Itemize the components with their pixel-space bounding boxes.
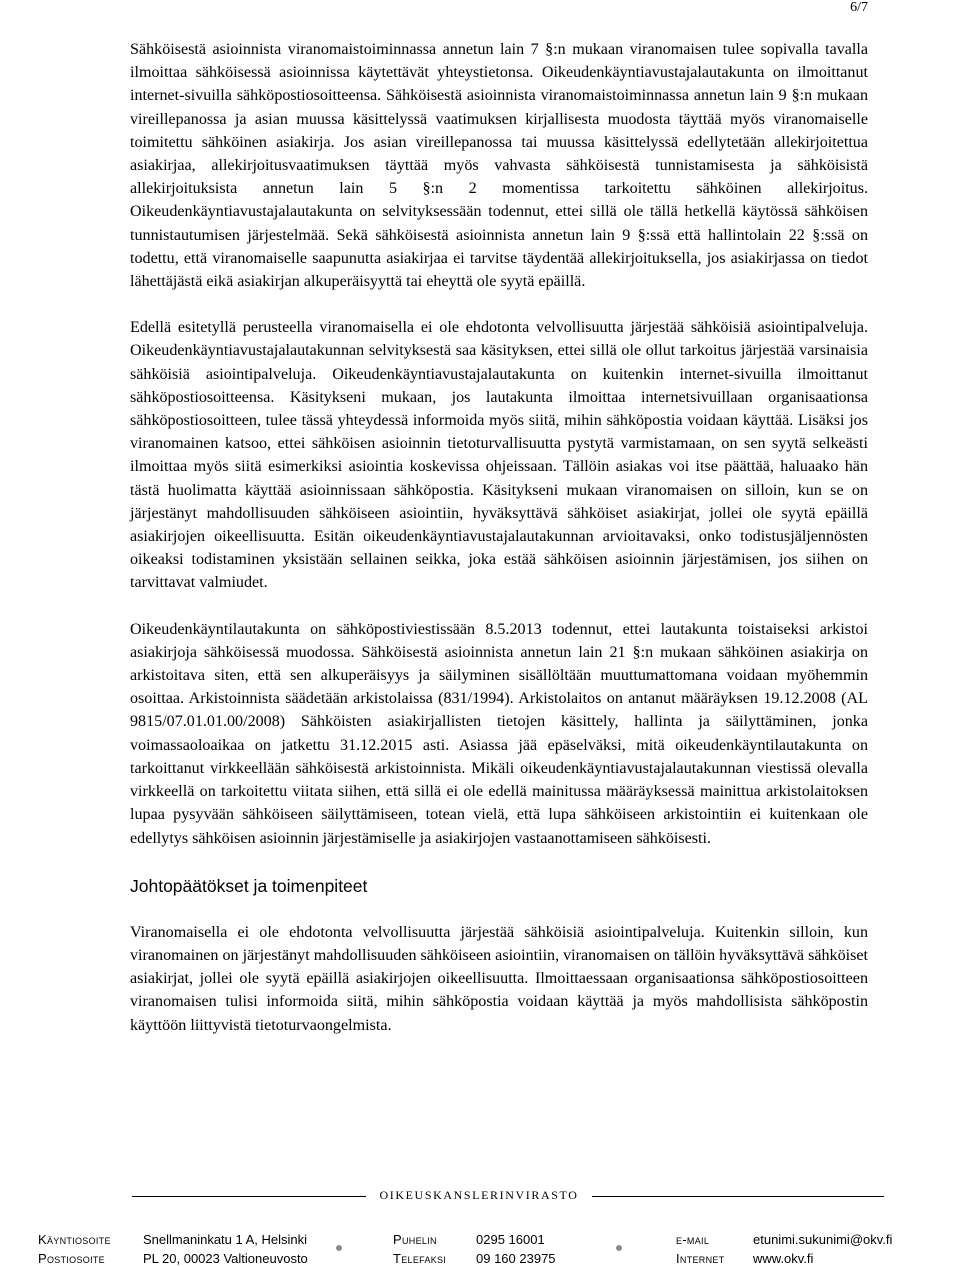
footer-website-link[interactable]: www.okv.fi xyxy=(753,1251,814,1266)
footer-bullet-1 xyxy=(336,1245,342,1251)
paragraph-2: Edellä esitetyllä perusteella viranomaisella ei ole ehdotonta velvollisuutta järjestää sähköisiä asiointipalveluja. Oikeudenkäyntiavustajalautakunnan selvityksestä saa käsityksen, ettei sillä ole ollut tarkoitus järjestää varsinaisia sähköisiä asiointipalveluja. Oikeudenkäyntiavustajalautakunta on kuitenkin internet-sivuilla ilmoittanut sähköpostiosoitteensa. Käsitykseni mukaan, jos lautakunta ilmoittaa internetsivuillaan organisaationsa sähköpostiosoitteen, tulee tässä yhteydessä informoida myös siitä, mihin sähköpostia voidaan käyttää. Lisäksi jos viranomainen katsoo, ettei sähköisen asioinnin tietoturvallisuutta pystytä varmistamaan, on sen syytä selkeästi ilmoittaa myös siitä esimerkiksi asiointia koskevissa ohjeissaan. Tällöin asiakas voi itse päättää, haluaako hän tästä huolimatta käyttää asioinnissaan sähköpostia. Käsitykseni mukaan viranomaisen on silloin, kun se on järjestänyt mahdollisuuden sähköiseen asiointiin, hyväksyttävä sähköiset asiakirjat, jollei ole syytä epäillä asiakirjojen oikeellisuutta. Esitän oikeudenkäyntiavustajalautakunnan arvioitavaksi, onko todistusjäljennösten oikeaksi todistaminen yksistään sellainen seikka, joka estää sähköisen asioinnin järjestämisen, jos siihen on tarvittavat valmiudet. xyxy=(130,319,868,592)
footer-rule-right xyxy=(592,1196,884,1197)
section-heading: Johtopäätökset ja toimenpiteet xyxy=(130,875,368,896)
footer-email-label: e-mail xyxy=(676,1232,710,1247)
conclusion-paragraph: Viranomaisella ei ole ehdotonta velvollisuutta järjestää sähköisiä asiointipalveluja. Kuitenkin silloin, kun viranomainen on järjestänyt mahdollisuuden sähköiseen asiointiin, viranomaisen on tällöin hyväksyttävä sähköiset asiakirjat, jollei ole syytä epäillä asiakirjojen oikeellisuutta. Ilmoittaessaan organisaationsa sähköpostiosoitteen viranomaisen tulisi informoida siitä, mihin sähköpostia voidaan käyttää ja myös mahdollisista sähköpostin käyttöön liittyvistä tietoturvaongelmista. xyxy=(130,923,868,1034)
paragraph-1: Sähköisestä asioinnista viranomaistoiminnassa annetun lain 7 §:n mukaan viranomaisen tulee sopivalla tavalla ilmoittaa sähköisessä asioinnissa käytettävät yhteystietonsa. Oikeudenkäyntiavustajalautakunta on ilmoittanut internet-sivuilla sähköpostiosoitteensa. Sähköisestä asioinnista viranomaistoiminnassa annetun lain 9 §:n mukaan vireillepanossa ja asian muussa käsittelyssä vaatimuksen kirjallisesta muodosta täyttää myös viranomaiselle toimitettu sähköinen asiakirja. Jos asian vireillepanossa tai muussa käsittelyssä edellytetään allekirjoitettua asiakirjaa, allekirjoitusvaatimuksen täyttää myös vahvasta sähköisestä tunnistamisesta ja sähköisistä allekirjoituksista annetun lain 5 §:n 2 momentissa tarkoitettu sähköinen allekirjoitus. Oikeudenkäyntiavustajalautakunta on selvityksessään todennut, ettei sillä ole tällä hetkellä käytössä sähköisen tunnistautumisen järjestelmää. Sekä sähköisestä asioinnista annetun lain 9 §:ssä että hallintolain 22 §:ssä on todettu, että viranomaiselle saapunutta asiakirjaa ei tarvitse täydentää allekirjoituksella, jos asiakirjassa on tiedot lähettäjästä eikä asiakirjan alkuperäisyyttä tai eheyttä ole syytä epäillä. xyxy=(130,41,868,291)
footer-phone-value: 0295 16001 xyxy=(476,1232,545,1247)
footer-rule-left xyxy=(132,1196,366,1197)
paragraph-3: Oikeudenkäyntilautakunta on sähköpostiviestissään 8.5.2013 todennut, ettei lautakunta toistaiseksi arkistoi asiakirjoja sähköisessä muodossa. Sähköisestä asioinnista annetun lain 21 §:n mukaan sähköinen asiakirja on arkistoitava siten, että sen alkuperäisyys ja säilyminen sisällöltään muuttumattomana voidaan myöhemmin osoittaa. Arkistoinnista säädetään arkistolaissa (831/1994). Arkistolaitos on antanut määräyksen 19.12.2008 (AL 9815/07.01.01.00/2008) Sähköisten asiakirjallisten tietojen käsittely, hallinta ja säilyttäminen, jonka voimassaoloaikaa on jatkettu 31.12.2015 asti. Asiassa jää epäselväksi, mitä oikeudenkäyntilautakunta on tarkoittanut virkkeellään sähköisestä arkistoinnista. Mikäli oikeudenkäyntiavustajalautakunnan viestissä olevalla virkkeellä on tarkoitettu viitata siihen, että sillä ei ole edellä mainitussa määräyksessä mainittua arkistolaitoksen lupaa pysyvään sähköiseen säilyttämiseen, totean vielä, että lupa sähköiseen arkistointiin ei kuitenkaan ole edellytys sähköisen asioinnin järjestämiselle ja asiakirjojen vastaanottamiseen sähköisesti. xyxy=(130,620,868,847)
footer-fax-label: Telefaksi xyxy=(393,1251,447,1266)
footer-visiting-value: Snellmaninkatu 1 A, Helsinki xyxy=(143,1232,308,1247)
footer-postal-label: Postiosoite xyxy=(38,1251,105,1266)
page-number: 6/7 xyxy=(850,0,868,15)
footer-organization: OIKEUSKANSLERINVIRASTO xyxy=(379,1188,579,1202)
footer-internet-label: Internet xyxy=(676,1251,725,1266)
footer-visiting-label: Käyntiosoite xyxy=(38,1232,111,1247)
footer-phone-label: Puhelin xyxy=(393,1232,437,1247)
footer-postal-value: PL 20, 00023 Valtioneuvosto xyxy=(143,1251,308,1266)
footer-fax-value: 09 160 23975 xyxy=(476,1251,556,1266)
footer-bullet-2 xyxy=(616,1245,622,1251)
footer-email-link[interactable]: etunimi.sukunimi@okv.fi xyxy=(753,1232,893,1247)
document-body xyxy=(130,38,868,1037)
